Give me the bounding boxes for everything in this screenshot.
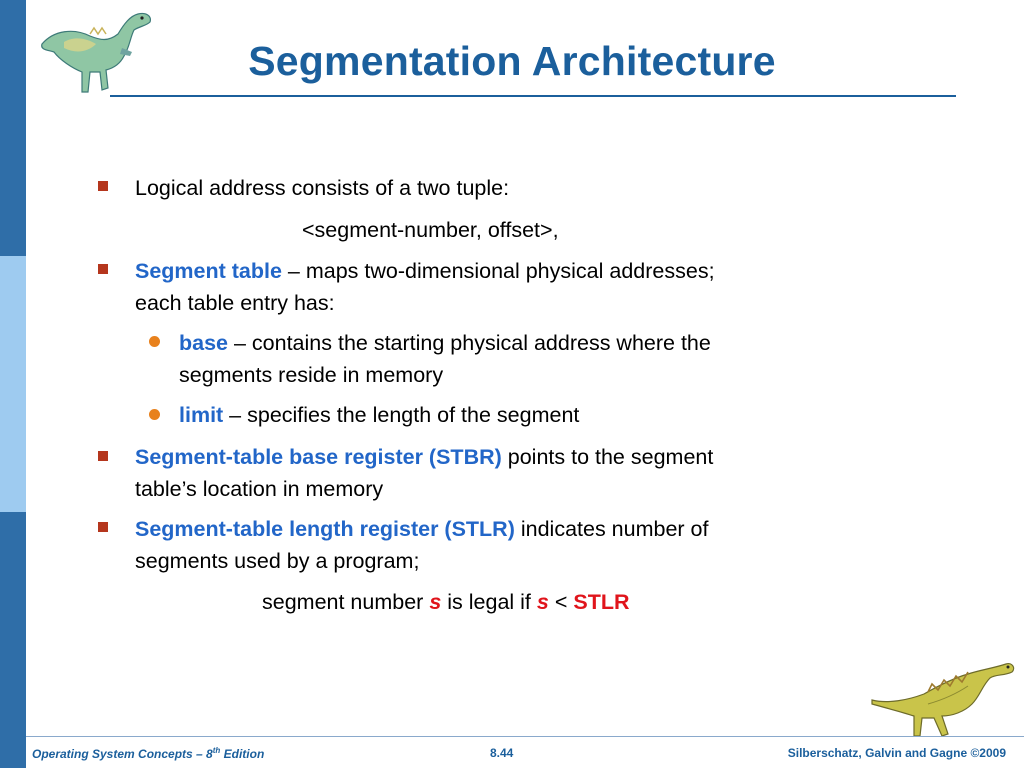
limit-desc: – specifies the length of the segment: [223, 403, 580, 427]
legality-condition: [262, 589, 630, 615]
term-segment-table: Segment table: [135, 259, 282, 283]
base-desc: – contains the starting physical address where the: [228, 331, 711, 355]
legal-text-2: is legal if: [441, 590, 537, 614]
bullet-square-icon: [98, 181, 108, 191]
bullet-square-icon: [98, 451, 108, 461]
footer-authors: Silberschatz, Galvin and Gagne ©2009: [787, 746, 1006, 760]
bullet-stbr: [135, 444, 713, 470]
legal-text-1: segment number: [262, 590, 430, 614]
var-s-1: s: [429, 590, 442, 614]
footer-edition-sup: th: [212, 746, 221, 755]
segment-table-desc: – maps two-dimensional physical addresses;: [281, 259, 715, 283]
bullet-dot-icon: [149, 336, 160, 347]
bullet-stlr: [135, 516, 708, 542]
bullet-square-icon: [98, 522, 108, 532]
stlr-desc-cont: segments used by a program;: [135, 549, 420, 573]
footer-book-title: [32, 746, 264, 761]
var-s-2: s: [536, 590, 549, 614]
tuple-text: <segment-number, offset>,: [302, 218, 559, 242]
footer-edition-text: Edition: [220, 747, 265, 761]
bullet-segment-table: [135, 258, 715, 284]
footer-book-title-text: Operating System Concepts – 8: [32, 747, 213, 761]
base-desc-cont: segments reside in memory: [179, 363, 444, 387]
term-base: base: [179, 331, 229, 355]
term-stbr: Segment-table base register (STBR): [135, 445, 502, 469]
segment-table-desc-cont: each table entry has:: [135, 291, 335, 315]
footer-slide-number: 8.44: [490, 746, 514, 760]
stbr-desc-cont: table’s location in memory: [135, 477, 384, 501]
less-than: <: [548, 590, 574, 614]
sub-bullet-base: [179, 330, 711, 356]
bullet-dot-icon: [149, 409, 160, 420]
term-limit: limit: [179, 403, 224, 427]
sub-bullet-limit: [179, 402, 579, 428]
bullet-square-icon: [98, 264, 108, 274]
term-stlr: Segment-table length register (STLR): [135, 517, 515, 541]
term-stlr-red: STLR: [573, 590, 630, 614]
footer-rule: [26, 736, 1024, 737]
bullet-logical-address: Logical address consists of a two tuple:: [135, 176, 510, 200]
stbr-desc: points to the segment: [501, 445, 714, 469]
stlr-desc: indicates number of: [514, 517, 709, 541]
slide-title: Segmentation Architecture: [248, 38, 776, 84]
dinosaur-icon: [868, 660, 1018, 740]
